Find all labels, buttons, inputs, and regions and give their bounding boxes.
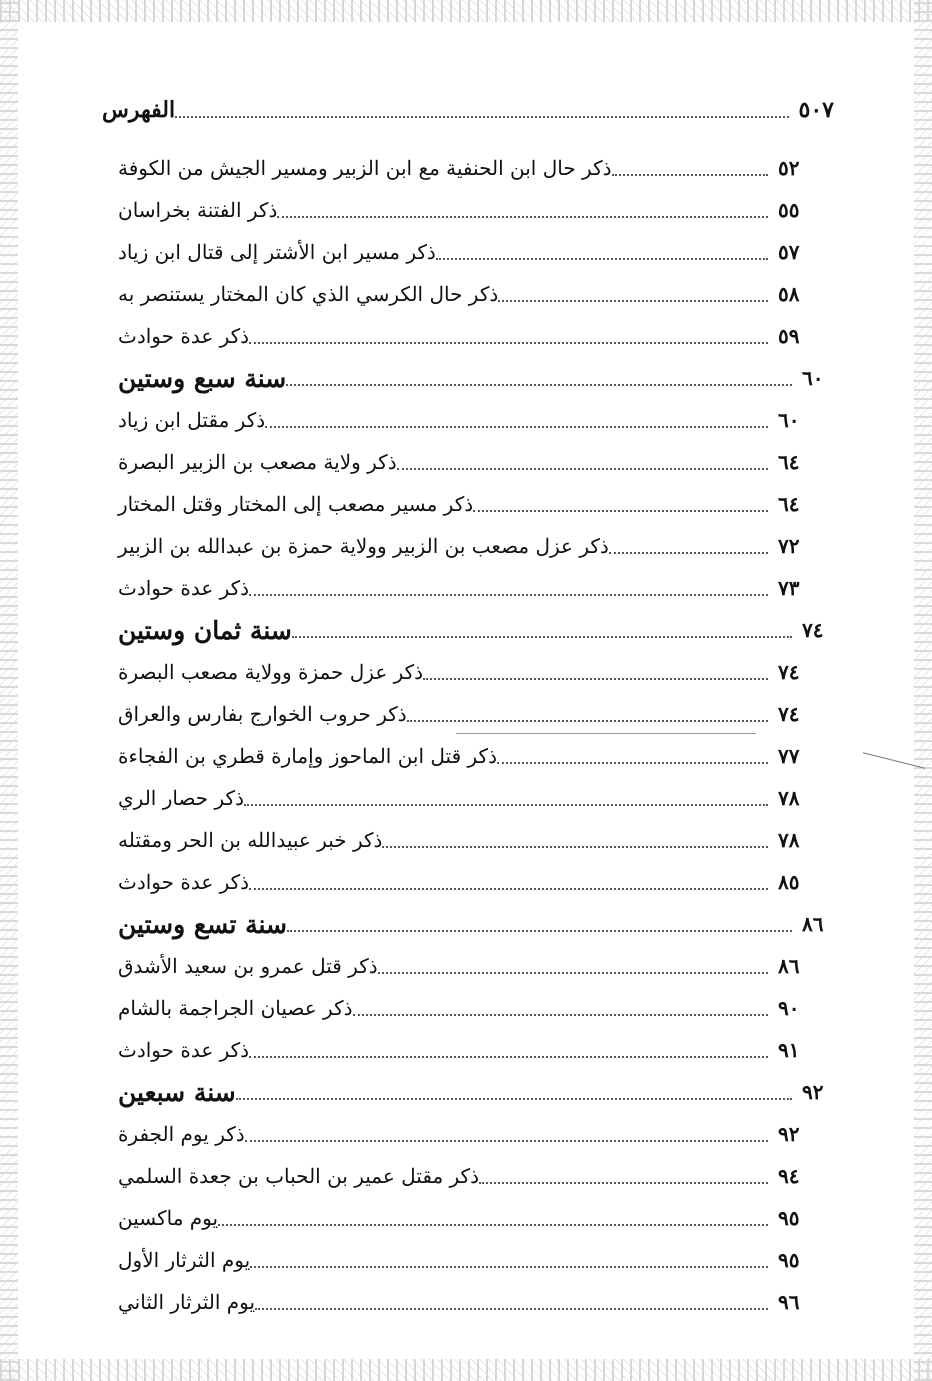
toc-year-heading[interactable] <box>112 360 834 396</box>
entry-page: ٦٠ <box>802 366 824 390</box>
entry-page: ٧٤ <box>778 702 800 726</box>
entry-title: ذكر مقتل عمير بن الحباب بن جعدة السلمي <box>112 1164 479 1188</box>
toc-entry[interactable] <box>112 444 810 480</box>
toc-entry[interactable] <box>112 192 810 228</box>
entry-page: ٥٢ <box>778 156 800 180</box>
toc-entry[interactable] <box>112 1032 810 1068</box>
year-heading-title: سنة ثمان وستين <box>112 616 292 645</box>
entry-page: ٩٥ <box>778 1248 800 1272</box>
entry-title: ذكر يوم الجفرة <box>112 1122 245 1146</box>
leader-dots <box>286 384 792 386</box>
entry-page: ٥٨ <box>778 282 800 306</box>
entry-title: ذكر حروب الخوارج بفارس والعراق <box>112 702 407 726</box>
scan-mark <box>456 733 756 734</box>
entry-page: ٨٦ <box>778 954 800 978</box>
toc-entry[interactable] <box>112 150 810 186</box>
year-heading-title: سنة سبعين <box>112 1078 236 1107</box>
leader-dots <box>255 1308 768 1310</box>
entry-page: ٩٢ <box>802 1080 824 1104</box>
entry-title: ذكر ولاية مصعب بن الزبير البصرة <box>112 450 397 474</box>
leader-dots <box>175 116 788 118</box>
leader-dots <box>397 468 768 470</box>
entry-title: يوم الثرثار الأول <box>112 1248 250 1272</box>
entry-page: ٦٠ <box>778 408 800 432</box>
toc-entry[interactable] <box>112 486 810 522</box>
leader-dots <box>609 552 768 554</box>
leader-dots <box>218 1224 768 1226</box>
entry-title: يوم ماكسين <box>112 1206 218 1230</box>
toc-entry[interactable] <box>112 948 810 984</box>
leader-dots <box>249 594 768 596</box>
entry-page: ٥٧ <box>778 240 800 264</box>
entry-page: ٧٤ <box>802 618 824 642</box>
toc-entry[interactable] <box>112 570 810 606</box>
entry-page: ٩٢ <box>778 1122 800 1146</box>
toc-entry[interactable] <box>112 822 810 858</box>
leader-dots <box>277 216 768 218</box>
leader-dots <box>292 636 792 638</box>
entry-page: ٧٣ <box>778 576 800 600</box>
toc-entry[interactable] <box>112 780 810 816</box>
toc-entry[interactable] <box>112 696 810 732</box>
toc-year-heading[interactable] <box>112 1074 834 1110</box>
entry-title: ذكر مقتل ابن زياد <box>112 408 265 432</box>
leader-dots <box>498 300 768 302</box>
index-header <box>96 92 834 128</box>
entry-title: ذكر عدة حوادث <box>112 870 249 894</box>
leader-dots <box>265 426 768 428</box>
entry-page: ٩٠ <box>778 996 800 1020</box>
leader-dots <box>287 930 792 932</box>
leader-dots <box>249 888 768 890</box>
entry-title: ذكر عزل مصعب بن الزبير وولاية حمزة بن عبدالله بن الزبير <box>112 534 609 558</box>
leader-dots <box>245 1140 768 1142</box>
leader-dots <box>479 1182 768 1184</box>
toc-entry[interactable] <box>112 864 810 900</box>
leader-dots <box>249 1056 768 1058</box>
toc-entry[interactable] <box>112 1284 810 1320</box>
leader-dots <box>612 174 769 176</box>
entry-page: ٨٥ <box>778 870 800 894</box>
entry-page: ٧٧ <box>778 744 800 768</box>
entry-page: ٧٨ <box>778 828 800 852</box>
toc-entry[interactable] <box>112 234 810 270</box>
entry-title: يوم الثرثار الثاني <box>112 1290 255 1314</box>
index-title: الفهرس <box>96 97 175 123</box>
toc-entry[interactable] <box>112 276 810 312</box>
leader-dots <box>382 846 768 848</box>
entry-page: ٥٥ <box>778 198 800 222</box>
toc-entry[interactable] <box>112 654 810 690</box>
toc-entry[interactable] <box>112 528 810 564</box>
decorative-border-left <box>0 0 18 1381</box>
year-heading-title: سنة سبع وستين <box>112 364 286 393</box>
entry-title: ذكر عدة حوادث <box>112 324 249 348</box>
entry-page: ٦٤ <box>778 450 800 474</box>
entry-page: ٩٥ <box>778 1206 800 1230</box>
toc-entry[interactable] <box>112 738 810 774</box>
entry-title: ذكر عدة حوادث <box>112 576 249 600</box>
leader-dots <box>436 258 768 260</box>
entry-title: ذكر خبر عبيدالله بن الحر ومقتله <box>112 828 382 852</box>
toc-entry[interactable] <box>112 318 810 354</box>
header-page-number: ٥٠٧ <box>798 97 834 123</box>
entry-title: ذكر الفتنة بخراسان <box>112 198 277 222</box>
leader-dots <box>497 762 768 764</box>
toc-entry[interactable] <box>112 1200 810 1236</box>
year-heading-title: سنة تسع وستين <box>112 910 287 939</box>
decorative-border-right <box>914 0 932 1381</box>
toc-entry[interactable] <box>112 402 810 438</box>
toc-entry[interactable] <box>112 1242 810 1278</box>
toc-year-heading[interactable] <box>112 612 834 648</box>
entry-page: ٥٩ <box>778 324 800 348</box>
decorative-border-top <box>0 0 932 22</box>
toc-year-heading[interactable] <box>112 906 834 942</box>
entry-page: ٧٤ <box>778 660 800 684</box>
entry-title: ذكر مسير ابن الأشتر إلى قتال ابن زياد <box>112 240 436 264</box>
leader-dots <box>244 804 768 806</box>
entry-page: ٧٨ <box>778 786 800 810</box>
entry-page: ٦٤ <box>778 492 800 516</box>
leader-dots <box>236 1098 792 1100</box>
entry-title: ذكر عدة حوادث <box>112 1038 249 1062</box>
entry-title: ذكر عصيان الجراجمة بالشام <box>112 996 353 1020</box>
entry-title: ذكر حال ابن الحنفية مع ابن الزبير ومسير الجيش من الكوفة <box>112 156 612 180</box>
entry-page: ٨٦ <box>802 912 824 936</box>
entry-title: ذكر حصار الري <box>112 786 244 810</box>
entry-title: ذكر عزل حمزة وولاية مصعب البصرة <box>112 660 423 684</box>
leader-dots <box>407 720 768 722</box>
entry-page: ٧٢ <box>778 534 800 558</box>
toc-entry[interactable] <box>112 1116 810 1152</box>
leader-dots <box>378 972 768 974</box>
toc-entry[interactable] <box>112 1158 810 1194</box>
leader-dots <box>473 510 768 512</box>
entry-title: ذكر مسير مصعب إلى المختار وقتل المختار <box>112 492 473 516</box>
entry-page: ٩٤ <box>778 1164 800 1188</box>
entry-page: ٩٦ <box>778 1290 800 1314</box>
decorative-border-bottom <box>0 1359 932 1381</box>
leader-dots <box>250 1266 768 1268</box>
entry-page: ٩١ <box>778 1038 800 1062</box>
leader-dots <box>353 1014 768 1016</box>
leader-dots <box>249 342 768 344</box>
leader-dots <box>423 678 768 680</box>
entry-title: ذكر حال الكرسي الذي كان المختار يستنصر به <box>112 282 498 306</box>
entry-title: ذكر قتل عمرو بن سعيد الأشدق <box>112 954 378 978</box>
toc-entry[interactable] <box>112 990 810 1026</box>
entry-title: ذكر قتل ابن الماحوز وإمارة قطري بن الفجاءة <box>112 744 497 768</box>
